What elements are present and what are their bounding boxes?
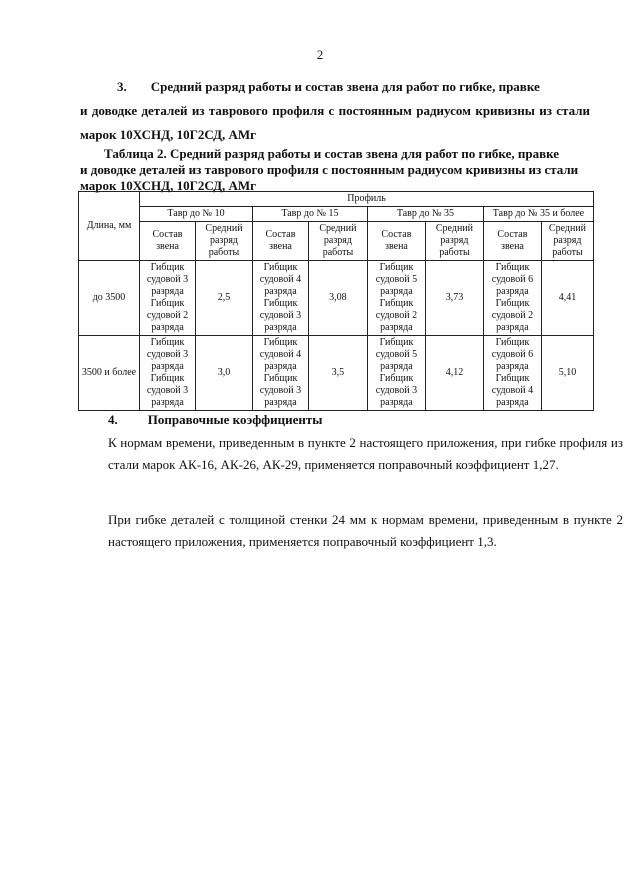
grade-cell: 2,5 (196, 261, 253, 336)
grade-cell: 5,10 (541, 336, 593, 411)
grade-subheader: Средний разряд работы (425, 222, 483, 261)
team-cell: Гибщик судовой 6 разряда Гибщик судовой 2 разряда (483, 261, 541, 336)
grade-cell: 3,08 (308, 261, 367, 336)
group-header: Тавр до № 15 (252, 207, 367, 222)
grade-subheader: Средний разряд работы (196, 222, 253, 261)
team-cell: Гибщик судовой 4 разряда Гибщик судовой 3 разряда (252, 261, 308, 336)
section-4-title: Поправочные коэффициенты (147, 412, 323, 427)
team-cell: Гибщик судовой 3 разряда Гибщик судовой 2 разряда (140, 261, 196, 336)
group-header: Тавр до № 35 (367, 207, 483, 222)
team-subheader: Состав звена (483, 222, 541, 261)
grade-subheader: Средний разряд работы (541, 222, 593, 261)
norms-table (78, 191, 594, 411)
grade-cell: 3,5 (308, 336, 367, 411)
grade-cell: 3,73 (425, 261, 483, 336)
section-4-number: 4. (108, 412, 118, 427)
section-3-title-rest: и доводке деталей из таврового профиля с постоянным радиусом кривизны из стали марок 10ХСНД, 10Г2СД, АМг (80, 103, 590, 142)
group-header: Тавр до № 10 (140, 207, 253, 222)
length-header: Длина, мм (79, 192, 140, 261)
team-cell: Гибщик судовой 5 разряда Гибщик судовой 3 разряда (367, 336, 425, 411)
team-subheader: Состав звена (252, 222, 308, 261)
length-cell: до 3500 (79, 261, 140, 336)
grade-cell: 4,12 (425, 336, 483, 411)
team-subheader: Состав звена (367, 222, 425, 261)
paragraph-1: К нормам времени, приведенным в пункте 2 настоящего приложения, при гибке профиля из стали марок АК-16, АК-26, АК-29, применяется поправочный коэффициент 1,27. (108, 435, 623, 472)
table-header-row-profile (79, 192, 594, 207)
grade-cell: 3,0 (196, 336, 253, 411)
section-4-heading (108, 412, 322, 428)
grade-cell: 4,41 (541, 261, 593, 336)
table-caption-line1: Таблица 2. Средний разряд работы и состав звена для работ по гибке, правке (104, 146, 560, 161)
team-cell: Гибщик судовой 3 разряда Гибщик судовой 3 разряда (140, 336, 196, 411)
section-3-title-line1: Средний разряд работы и состав звена для работ по гибке, правке (150, 79, 540, 94)
table-row (79, 261, 594, 336)
grade-subheader: Средний разряд работы (308, 222, 367, 261)
team-subheader: Состав звена (140, 222, 196, 261)
table-header-row-subs (79, 222, 594, 261)
page-number: 2 (316, 47, 324, 62)
table-row (79, 336, 594, 411)
table-caption-line2: и доводке деталей из таврового профиля с постоянным радиусом кривизны из стали (80, 162, 579, 177)
paragraph-2: При гибке деталей с толщиной стенки 24 мм к нормам времени, приведенным в пункте 2 настоящего приложения, применяется поправочный коэффициент 1,3. (108, 512, 623, 549)
length-cell: 3500 и более (79, 336, 140, 411)
profile-header: Профиль (140, 192, 594, 207)
team-cell: Гибщик судовой 5 разряда Гибщик судовой 2 разряда (367, 261, 425, 336)
table-header-row-groups (79, 207, 594, 222)
table-caption (80, 146, 590, 194)
group-header: Тавр до № 35 и более (483, 207, 593, 222)
team-cell: Гибщик судовой 4 разряда Гибщик судовой 3 разряда (252, 336, 308, 411)
team-cell: Гибщик судовой 6 разряда Гибщик судовой 4 разряда (483, 336, 541, 411)
section-3-heading (80, 75, 590, 147)
section-3-number: 3. (117, 79, 127, 94)
table-caption-line3: марок 10ХСНД, 10Г2СД, АМг (80, 178, 257, 193)
